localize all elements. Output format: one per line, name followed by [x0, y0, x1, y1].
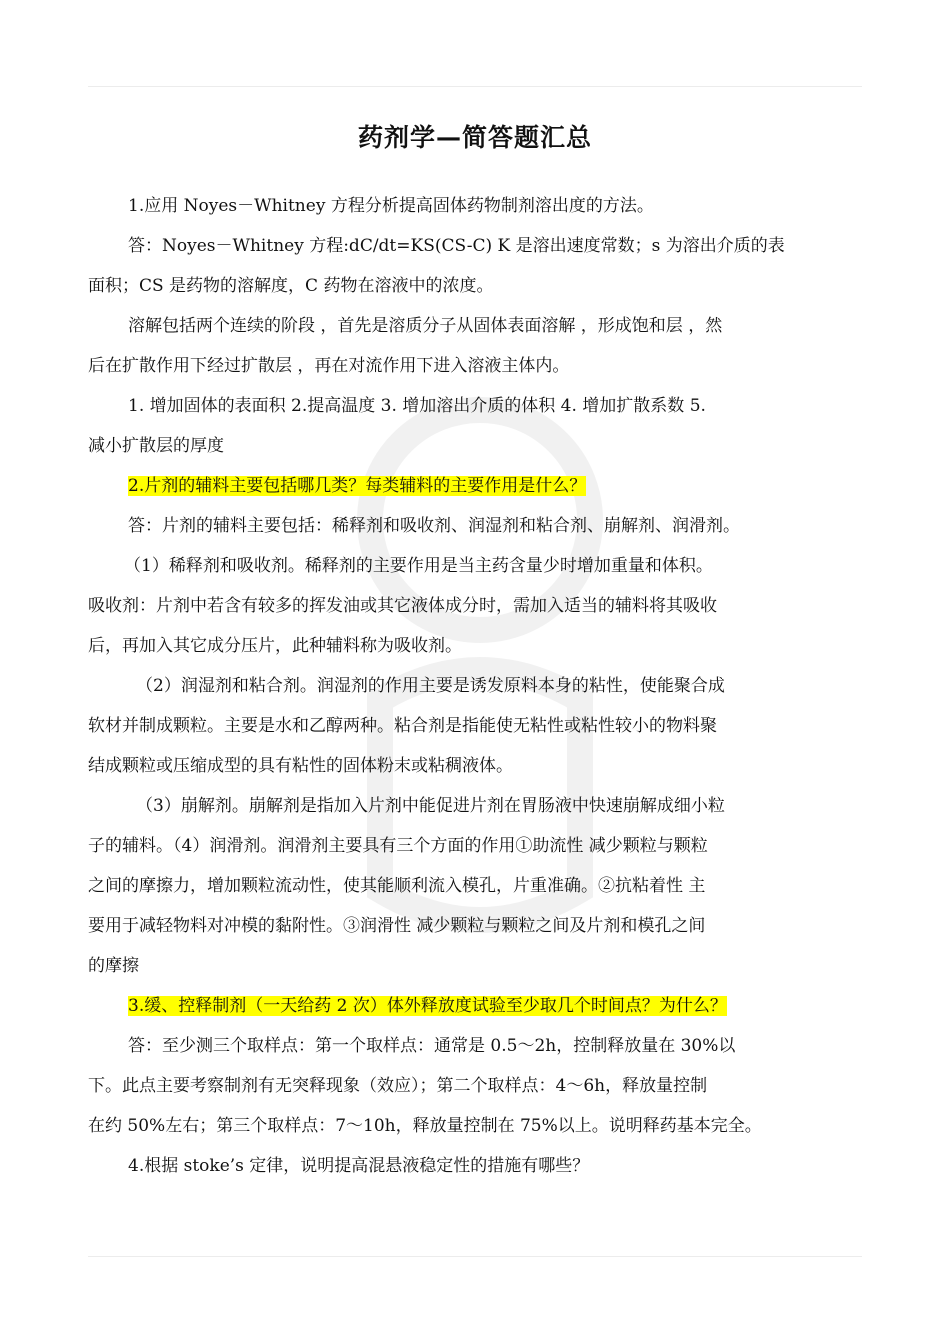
answer-2-line-10: 之间的摩擦力，增加颗粒流动性，使其能顺利流入模孔，片重准确。②抗粘着性 主: [88, 876, 706, 896]
answer-3-line-2: 下。此点主要考察制剂有无突释现象（效应）；第二个取样点：4～6h，释放量控制: [88, 1076, 708, 1096]
question-4: 4.根据 stoke’s 定律，说明提高混悬液稳定性的措施有哪些？: [128, 1156, 590, 1176]
answer-2-line-7: 结成颗粒或压缩成型的具有粘性的固体粉末或粘稠液体。: [88, 756, 513, 776]
answer-1-line-6: 减小扩散层的厚度: [88, 436, 224, 456]
answer-2-line-8: （3）崩解剂。崩解剂是指加入片剂中能促进片剂在胃肠液中快速崩解成细小粒: [136, 796, 725, 816]
question-2-highlight: 2.片剂的辅料主要包括哪几类？每类辅料的主要作用是什么？: [128, 476, 587, 496]
answer-2-line-12: 的摩擦: [88, 956, 139, 976]
answer-2-line-5: （2）润湿剂和粘合剂。润湿剂的作用主要是诱发原料本身的粘性，使能聚合成: [136, 676, 725, 696]
answer-2-line-11: 要用于减轻物料对冲模的黏附性。③润滑性 减少颗粒与颗粒之间及片剂和模孔之间: [88, 916, 706, 936]
answer-3-line-3: 在约 50%左右；第三个取样点：7～10h，释放量控制在 75%以上。说明释药基本完全。: [88, 1116, 762, 1136]
answer-3-line-1: 答：至少测三个取样点：第一个取样点：通常是 0.5～2h，控制释放量在 30%以: [128, 1036, 736, 1056]
question-1: 1.应用 Noyes－Whitney 方程分析提高固体药物制剂溶出度的方法。: [128, 196, 654, 216]
answer-2-line-4: 后，再加入其它成分压片，此种辅料称为吸收剂。: [88, 636, 462, 656]
page-title: 药剂学—简答题汇总: [357, 123, 592, 152]
answer-1-line-1: 答：Noyes－Whitney 方程:dC/dt=KS(CS-C) K 是溶出速度常数；s 为溶出介质的表: [128, 236, 785, 256]
answer-1-line-2: 面积；CS 是药物的溶解度，C 药物在溶液中的浓度。: [88, 276, 494, 296]
document-body: [88, 186, 868, 1186]
answer-1-line-4: 后在扩散作用下经过扩散层 ，再在对流作用下进入溶液主体内。: [88, 356, 570, 376]
answer-2-line-2: （1）稀释剂和吸收剂。稀释剂的主要作用是当主药含量少时增加重量和体积。: [124, 556, 713, 576]
bottom-rule: [88, 1256, 862, 1257]
answer-1-line-5: 1. 增加固体的表面积 2.提高温度 3. 增加溶出介质的体积 4. 增加扩散系数 5.: [128, 396, 706, 416]
answer-2-line-6: 软材并制成颗粒。主要是水和乙醇两种。粘合剂是指能使无粘性或粘性较小的物料聚: [88, 716, 717, 736]
answer-1-line-3: 溶解包括两个连续的阶段 ，首先是溶质分子从固体表面溶解 ，形成饱和层 ，然: [128, 316, 723, 336]
answer-2-line-1: 答：片剂的辅料主要包括：稀释剂和吸收剂、润湿剂和粘合剂、崩解剂、润滑剂。: [128, 516, 740, 536]
answer-2-line-9: 子的辅料。（4）润滑剂。润滑剂主要具有三个方面的作用①助流性 减少颗粒与颗粒: [88, 836, 708, 856]
answer-2-line-3: 吸收剂：片剂中若含有较多的挥发油或其它液体成分时，需加入适当的辅料将其吸收: [88, 596, 717, 616]
question-3-highlight: 3.缓、控释制剂（一天给药 2 次）体外释放度试验至少取几个时间点？为什么？: [128, 996, 727, 1016]
top-rule: [88, 86, 862, 87]
